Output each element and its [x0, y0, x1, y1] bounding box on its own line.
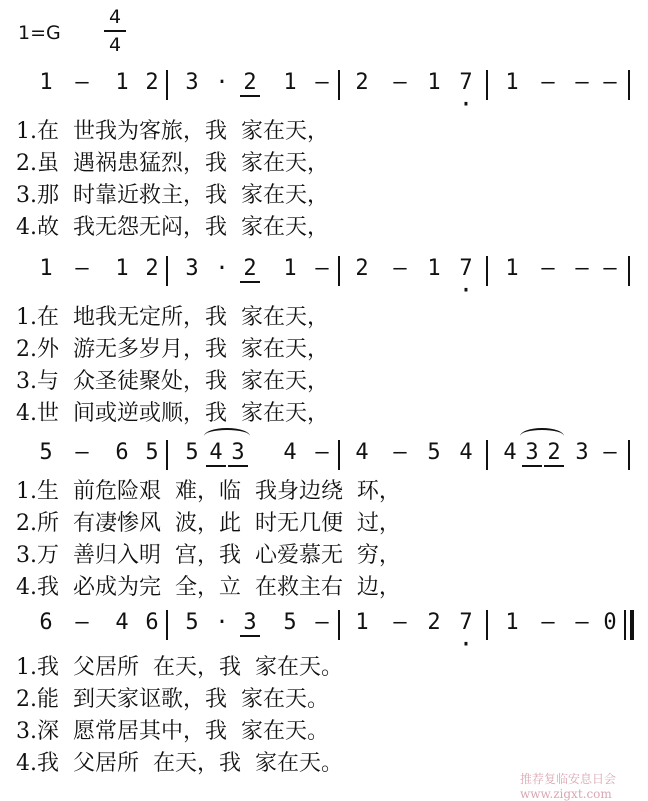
- barline: [166, 256, 172, 286]
- note: 5: [39, 440, 53, 465]
- note: 3: [575, 440, 589, 465]
- note: 4: [206, 440, 226, 467]
- note: 1: [505, 610, 519, 635]
- note: 1: [505, 70, 519, 95]
- barline: [166, 610, 172, 640]
- note: 4: [115, 610, 129, 635]
- dot: ·: [215, 610, 229, 635]
- system-3: [0, 440, 648, 472]
- lyric-line: 2.外 游无多岁月，我 家在天，: [16, 337, 329, 362]
- lyric-line: 1.在 世我为客旅，我 家在天，: [16, 119, 329, 144]
- lyric-line: 1.我 父居所 在天，我 家在天。: [16, 655, 343, 680]
- rest: 0: [603, 610, 617, 635]
- dash: —: [75, 256, 89, 281]
- note: 2: [145, 70, 159, 95]
- meter-divider: [104, 30, 126, 32]
- note: 2: [427, 610, 441, 635]
- dash: —: [393, 256, 407, 281]
- note: 3: [185, 256, 199, 281]
- note: 6: [39, 610, 53, 635]
- lyric-line: 4.世 间或逆或顺，我 家在天，: [16, 401, 329, 426]
- system-2: [0, 256, 648, 288]
- dash: —: [541, 610, 555, 635]
- note: 1: [39, 256, 53, 281]
- watermark: 推荐复临安息日会 www.zigxt.com: [520, 772, 617, 801]
- note: 4: [355, 440, 369, 465]
- dash: —: [603, 256, 617, 281]
- barline: [628, 256, 634, 286]
- system-4: [0, 610, 648, 642]
- dash: —: [393, 610, 407, 635]
- note: 5: [283, 610, 297, 635]
- lyric-line: 4.我 必成为完 全，立 在救主右 边，: [16, 575, 401, 600]
- note: 6: [115, 440, 129, 465]
- key-signature: 1=G: [18, 22, 61, 44]
- dash: —: [393, 70, 407, 95]
- note: 1: [115, 256, 129, 281]
- barline: [338, 256, 344, 286]
- note: 2: [355, 70, 369, 95]
- note: 5: [427, 440, 441, 465]
- dash: —: [75, 70, 89, 95]
- barline: [486, 256, 492, 286]
- lyric-line: 3.深 愿常居其中，我 家在天。: [16, 719, 329, 744]
- lyric-line: 2.所 有凄惨风 波，此 时无几便 过，: [16, 511, 401, 536]
- dot: ·: [215, 256, 229, 281]
- time-signature: [104, 6, 126, 56]
- barline: [166, 70, 172, 100]
- dash: —: [575, 70, 589, 95]
- note: 5: [185, 610, 199, 635]
- barline: [628, 440, 634, 470]
- note: 5: [145, 440, 159, 465]
- note: 7 ·: [456, 256, 476, 281]
- dash: —: [575, 610, 589, 635]
- barline: [338, 70, 344, 100]
- dash: —: [575, 256, 589, 281]
- dash: —: [393, 440, 407, 465]
- note: 3: [185, 70, 199, 95]
- barline: [486, 440, 492, 470]
- note: 1: [427, 70, 441, 95]
- notation-line-2: [0, 256, 648, 288]
- dash: —: [315, 610, 329, 635]
- lyric-line: 3.那 时靠近救主，我 家在天，: [16, 183, 329, 208]
- lyric-line: 2.能 到天家讴歌，我 家在天。: [16, 687, 329, 712]
- lyric-line: 4.我 父居所 在天，我 家在天。: [16, 751, 343, 776]
- note: 1: [283, 256, 297, 281]
- note: 4: [503, 440, 517, 465]
- notation-line-1: [0, 70, 648, 102]
- note: 2: [544, 440, 564, 467]
- note: 3: [522, 440, 542, 467]
- dash: —: [315, 440, 329, 465]
- barline: [338, 610, 344, 640]
- meter-bottom: 4: [108, 34, 122, 56]
- note: 3: [240, 610, 260, 637]
- lyric-line: 1.在 地我无定所，我 家在天，: [16, 305, 329, 330]
- final-barline: [624, 610, 634, 640]
- dash: —: [75, 610, 89, 635]
- note: 1: [355, 610, 369, 635]
- lyric-line: 3.与 众圣徒聚处，我 家在天，: [16, 369, 329, 394]
- dash: —: [603, 440, 617, 465]
- barline: [338, 440, 344, 470]
- dash: —: [75, 440, 89, 465]
- lyric-line: 4.故 我无怨无闷，我 家在天，: [16, 215, 329, 240]
- dash: —: [541, 70, 555, 95]
- note: 7 ·: [456, 610, 476, 635]
- note: 1: [505, 256, 519, 281]
- lyric-line: 2.虽 遇祸患猛烈，我 家在天，: [16, 151, 329, 176]
- note: 1: [39, 70, 53, 95]
- note: 1: [283, 70, 297, 95]
- note: 2: [355, 256, 369, 281]
- note: 2: [240, 256, 260, 283]
- note: 2: [240, 70, 260, 97]
- barline: [486, 70, 492, 100]
- lyric-line: 1.生 前危险艰 难，临 我身边绕 环，: [16, 479, 401, 504]
- barline: [166, 440, 172, 470]
- meter-top: 4: [108, 6, 122, 28]
- note: 6: [145, 610, 159, 635]
- note: 4: [283, 440, 297, 465]
- note: 1: [115, 70, 129, 95]
- note: 7 ·: [456, 70, 476, 95]
- notation-line-3: [0, 440, 648, 472]
- dash: —: [603, 70, 617, 95]
- note: 3: [228, 440, 248, 467]
- note: 4: [459, 440, 473, 465]
- note: 5: [185, 440, 199, 465]
- dash: —: [541, 256, 555, 281]
- system-1: [0, 70, 648, 102]
- notation-line-4: [0, 610, 648, 642]
- note: 1: [427, 256, 441, 281]
- lyric-line: 3.万 善归入明 宫，我 心爱慕无 穷，: [16, 543, 401, 568]
- barline: [486, 610, 492, 640]
- dot: ·: [215, 70, 229, 95]
- dash: —: [315, 70, 329, 95]
- note: 2: [145, 256, 159, 281]
- dash: —: [315, 256, 329, 281]
- barline: [628, 70, 634, 100]
